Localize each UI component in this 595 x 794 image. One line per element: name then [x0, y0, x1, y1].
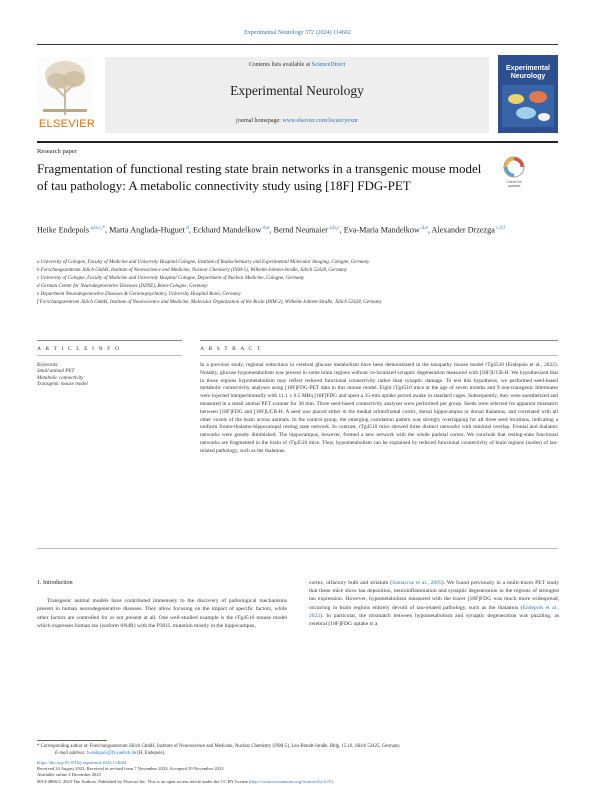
- article-info-rule: [37, 340, 182, 341]
- intro-right-text-3: ). In particular, the mismatch between hypometabolism and synaptic degeneration was puzzling, as cerebral [18F]FDG uptake is a: [309, 612, 559, 628]
- abstract-bottom-rule: [37, 548, 558, 549]
- keyword-list: [37, 368, 177, 387]
- intro-left-text: Transgenic animal models have contributed immensely to the discovery of pathological mechanisms present in human neurodegenerative diseases. They allow focusing on the impact of specific factors, while other factors are controlled for or not present at all. One well-studied example is the rTg4510 mouse model which expresses human tau (isoform 0N4R) with the P301L mutation mostly in the hippocampus,: [37, 598, 287, 629]
- doi-block: [37, 760, 557, 785]
- keywords-label: Keywords:: [37, 362, 59, 368]
- journal-name: Experimental Neurology: [230, 83, 364, 98]
- intro-heading: 1. Introduction: [37, 580, 73, 586]
- doi-link[interactable]: https://doi.org/10.1016/j.expneurol.2023.114602: [37, 760, 127, 765]
- author-name[interactable]: Eva-Maria Mandelkow: [343, 225, 420, 235]
- affiliation-item: a University of Cologne, Faculty of Medicine and University Hospital Cologne, Institute of Radiochemistry and Experimental Molecular Imaging, Cologne, Germany: [37, 260, 370, 265]
- intro-right-text-2: ). We found previously in a multi-tracer PET study that these mice show tau deposition, neuroinflammation and synaptic degeneration in the regions of strongest tau expression. However, hypometabolism measured with the tracer [18F]FDG was much more widespread, occurring in brain regions entirely devoid of tau-related pathology, such as the thalamus (: [309, 580, 559, 611]
- homepage-line: [105, 118, 489, 124]
- keyword-item: Transgenic mouse model: [37, 380, 88, 387]
- journal-reference[interactable]: Experimental Neurology 372 (2024) 114602: [244, 30, 351, 36]
- license-line: [37, 779, 557, 785]
- svg-text:updates: updates: [507, 184, 521, 188]
- email-link[interactable]: h.endepols@fz-juelich.de: [86, 750, 136, 756]
- masthead-bottom-rule: [37, 141, 558, 143]
- check-for-updates-button[interactable]: [500, 155, 528, 189]
- affiliation-item: d German Center for Neurodegenerative Diseases (DZNE), Bonn-Cologne, Germany: [37, 283, 208, 289]
- author-separator: ,: [269, 225, 274, 235]
- elsevier-tree-icon: [37, 57, 93, 117]
- article-type: Research paper: [37, 148, 77, 155]
- article-title: [37, 160, 492, 194]
- article-info-underline: [37, 355, 182, 356]
- author-name[interactable]: Alexander Drzezga: [431, 225, 495, 235]
- affiliation-item: c University of Cologne, Faculty of Medicine and University Hospital Cologne, Department of Nuclear Medicine, Cologne, Germany: [37, 275, 305, 281]
- license-suffix: ).: [331, 778, 334, 784]
- article-title-text: Fragmentation of functional resting state brain networks in a transgenic mouse model of tau pathology: A metabolic connectivity study using [18F] FDG-PET: [37, 161, 482, 193]
- email-line: [37, 751, 557, 758]
- abstract-underline: [200, 355, 558, 356]
- keyword-item: Metabolic connectivity: [37, 374, 84, 381]
- homepage-prefix: journal homepage:: [236, 118, 283, 124]
- footnote: [37, 744, 557, 757]
- keywords-block: [37, 362, 177, 387]
- author-name[interactable]: Marta Anglada-Huguet: [109, 225, 185, 235]
- author-list: [37, 222, 507, 237]
- author-affiliation-marker[interactable]: d,e: [261, 225, 270, 231]
- publisher-wordmark: ELSEVIER: [38, 118, 96, 130]
- affiliation-item: f Forschungszentrum Jülich GmbH, Institute of Neuroscience and Medicine, Molecular Organization of the Brain (INM-2), Wilhelm-Johnen-Straße, Jülich 52428, Germany: [37, 299, 382, 305]
- author-separator: ,: [104, 225, 110, 235]
- author-affiliation-marker[interactable]: d,e: [419, 225, 428, 231]
- author-separator: ,: [427, 225, 432, 235]
- abstract-text: In a previous study, regional reductions in cerebral glucose metabolism have been demonstrated in the tauopathy mouse model rTg4510 (Endepols et al., 2022). Notably, glucose hypometabolism was present in some brain regions without co-localized synaptic degeneration measured with [18F]UCB-H. We hypothesized that in those regions hypometabolism may reflect reduced functional connectivity rather than synaptic damage. To test this hypothesis, we performed seed-based metabolic connectivity analyses using [18F]FDG-PET data in this mouse model. Eight rTg4510 mice at the age of seven months and 9 non-transgenic littermates were injected intraperitoneally with 11.1 ± 0.5 MBq [18F]FDG and spent a 35-min uptake period awake in standard cages. Subsequently, they were anesthetized and measured in a small animal PET scanner for 30 min. Three seed-based connectivity analyses were performed per group. Seeds were selected for apparent mismatch between [18F]FDG and [18F]UCB-H. A seed was placed either in the medial orbitofrontal cortex, dorsal hippocampus or dorsal thalamus, and correlated with all other voxels of the brain across animals. In the control group, the emerging correlation pattern was strongly overlapping for all three seed locations, indicating a uniform fronto-thalamo-hippocampal resting state network. In contrast, rTg4510 mice showed three distinct networks with minimal overlap. Frontal and thalamic networks were greatly diminished. The hippocampus, however, formed a new network with the whole parietal cortex. We conclude that resting-state functional networks are fragmented in the brain of rTg4510 mice. Thus, hypometabolism can be explained by reduced functional connectivity of brain regions (nodes) of tau-related pathology, such as the thalamus.: [200, 362, 558, 454]
- homepage-link[interactable]: www.elsevier.com/locate/yexnr: [282, 118, 358, 124]
- author-affiliation-marker[interactable]: a,b,c: [327, 225, 340, 231]
- citation-link-endepols[interactable]: Endepols et al., 2022: [309, 604, 559, 619]
- citation-link-santacruz[interactable]: Santacruz et al., 2005: [392, 580, 442, 586]
- intro-right-text-1: cortex, olfactory bulb and striatum (: [309, 580, 393, 586]
- author-affiliation-marker[interactable]: d: [184, 225, 189, 231]
- intro-right-column: [309, 579, 559, 628]
- author-affiliation-marker[interactable]: c,f,f: [494, 225, 506, 231]
- email-label: E-mail address:: [55, 750, 87, 756]
- affiliation-list: [37, 259, 557, 306]
- abstract-rule: [200, 340, 558, 341]
- affiliation-item: b Forschungszentrum Jülich GmbH, Institute of Neuroscience and Medicine, Nuclear Chemistry (INM-5), Wilhelm-Johnen-Straße, Jülich 52428, Germany: [37, 267, 348, 273]
- corresponding-author-note: * Corresponding author at: Forschungszentrum Jülich GmbH, Institute of Neuroscience and Medicine, Nuclear Chemistry (INM-5), Leo-Brandt-Straße, Bldg. 15.16, Jülich 52425, Germany.: [37, 744, 401, 749]
- license-link[interactable]: http://creativecommons.org/licenses/by/4.0/: [250, 778, 332, 784]
- email-suffix: (H. Endepols).: [135, 750, 166, 756]
- footnote-rule: [37, 740, 107, 741]
- affiliation-item: e Department Neurodegenerative Diseases & Gerontopsychiatry, University Hospital Bonn, Germany: [37, 291, 241, 297]
- cover-art-icon: [498, 55, 558, 133]
- author-separator: ,: [188, 225, 193, 235]
- sciencedirect-link[interactable]: ScienceDirect: [311, 62, 346, 68]
- author-name[interactable]: Heike Endepols: [37, 225, 90, 235]
- journal-cover: [498, 55, 558, 133]
- cover-title-line-2: Neurology: [510, 73, 546, 80]
- svg-text:Check for: Check for: [506, 180, 522, 184]
- intro-left-column: [37, 579, 287, 630]
- contents-prefix: Contents lists available at: [248, 62, 312, 68]
- keyword-item: Small animal PET: [37, 368, 75, 375]
- author-separator: ,: [339, 225, 344, 235]
- available-online: Available online 2 December 2023: [37, 772, 101, 778]
- author-affiliation-marker[interactable]: a,b,c,*: [89, 225, 105, 231]
- contents-line: [105, 62, 489, 68]
- license-prefix: 0014-4886/© 2023 The Authors. Published by Elsevier Inc. This is an open access article under the CC BY license (: [37, 778, 251, 784]
- check-updates-icon: [500, 155, 528, 189]
- cover-title-line-1: Experimental: [506, 65, 550, 72]
- received-dates: Received 24 August 2023; Received in revised form 7 November 2023; Accepted 29 November 2023: [37, 766, 224, 772]
- author-name[interactable]: Eckhard Mandelkow: [193, 225, 262, 235]
- article-info-heading: A R T I C L E I N F O: [37, 346, 121, 352]
- header-rule: [37, 44, 558, 45]
- author-name[interactable]: Bernd Neumaier: [273, 225, 328, 235]
- abstract-heading: A B S T R A C T: [200, 346, 262, 352]
